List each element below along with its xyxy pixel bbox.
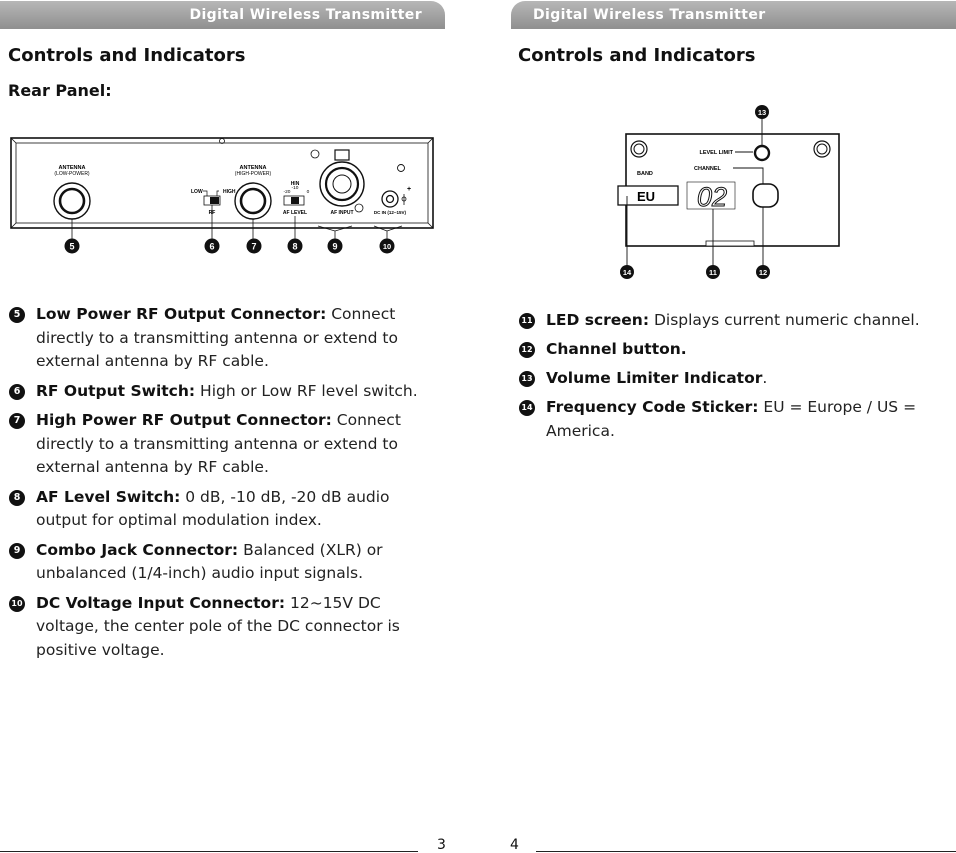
af-value-10: -10 (291, 186, 299, 191)
callout-13 (755, 105, 769, 119)
af-top-label: HIN (290, 181, 300, 187)
item-text: Displays current numeric channel. (649, 311, 920, 329)
list-item (8, 409, 426, 480)
led-value: 02 (696, 182, 728, 212)
left-items-list (8, 303, 426, 668)
item-title: LED screen: (546, 311, 650, 329)
channel-label: CHANNEL (694, 166, 721, 172)
antenna-high-label: ANTENNA (239, 165, 267, 171)
rear-panel-diagram (5, 128, 437, 258)
right-header-tab: Digital Wireless Transmitter (511, 1, 956, 29)
af-value-0: 0 (306, 190, 310, 195)
item-number-badge: 8 (9, 490, 25, 506)
af-value-20: -20 (283, 190, 291, 195)
svg-text:8: 8 (292, 241, 298, 252)
left-section-title: Controls and Indicators (8, 45, 246, 66)
item-text: Balanced (XLR) or unbalanced (1/4-inch) audio input signals. (36, 540, 383, 582)
item-title: Channel button. (546, 340, 687, 358)
list-item (518, 309, 926, 333)
item-title: Combo Jack Connector: (36, 540, 239, 559)
right-items-list (518, 309, 926, 449)
callout-6 (205, 239, 220, 254)
list-item (518, 396, 926, 443)
callout-10 (380, 239, 395, 254)
item-number-badge: 11 (519, 313, 535, 329)
item-text: High or Low RF level switch. (195, 381, 418, 400)
item-text: 12~15V DC voltage, the center pole of the DC connector is positive voltage. (36, 593, 400, 659)
af-input-label: AF INPUT (330, 210, 354, 216)
rf-high-label: HIGH (223, 189, 236, 195)
list-item (8, 303, 426, 374)
left-header-tab: Digital Wireless Transmitter (0, 1, 445, 29)
front-panel-diagram (593, 98, 843, 288)
rear-panel-subtitle: Rear Panel: (8, 81, 112, 100)
callout-14 (620, 265, 634, 279)
antenna-high-sub: (HIGH-POWER) (234, 171, 272, 177)
callout-9 (328, 239, 343, 254)
item-text: Connect directly to a transmitting antenna or extend to external antenna by RF cable. (36, 305, 398, 370)
item-title: AF Level Switch: (36, 487, 181, 506)
svg-text:9: 9 (332, 241, 338, 252)
item-title: RF Output Switch: (36, 381, 196, 400)
right-section-title: Controls and Indicators (518, 45, 756, 66)
list-item (8, 486, 426, 533)
channel-button (753, 184, 778, 207)
right-page (478, 0, 956, 852)
list-item (8, 592, 426, 663)
item-title: DC Voltage Input Connector: (36, 593, 286, 612)
svg-text:13: 13 (757, 108, 767, 117)
antenna-low-sub: (LOW-POWER) (54, 171, 90, 177)
left-page-number: 3 (437, 837, 446, 853)
rf-low-label: LOW (191, 189, 203, 195)
level-limit-indicator-icon (755, 146, 769, 160)
item-title: Volume Limiter Indicator (546, 369, 763, 387)
list-item (518, 367, 926, 391)
svg-text:7: 7 (251, 241, 257, 252)
item-title: High Power RF Output Connector: (36, 411, 332, 429)
item-text: 0 dB, -10 dB, -20 dB audio output for optimal modulation index. (36, 487, 390, 529)
callout-11 (706, 265, 720, 279)
callout-8 (288, 239, 303, 254)
item-number-badge: 13 (519, 371, 535, 387)
af-level-label: AF LEVEL (282, 210, 308, 216)
level-limit-label: LEVEL LIMIT (699, 150, 733, 156)
item-number-badge: 14 (519, 400, 535, 416)
right-page-number: 4 (510, 837, 519, 853)
svg-text:14: 14 (622, 268, 632, 277)
callout-12 (756, 265, 770, 279)
item-text: Connect directly to a transmitting antenna or extend to external antenna by RF cable. (36, 411, 401, 476)
svg-text:6: 6 (209, 241, 215, 252)
dc-plus: + (407, 186, 412, 193)
callout-7 (247, 239, 262, 254)
dc-in-label: DC IN (12~15V) (373, 210, 407, 215)
item-text: . (762, 369, 768, 387)
band-value: EU (636, 189, 656, 204)
item-title: Low Power RF Output Connector: (36, 305, 327, 323)
callout-5 (65, 239, 80, 254)
band-label: BAND (637, 171, 653, 177)
item-number-badge: 10 (9, 596, 25, 612)
item-number-badge: 7 (9, 413, 25, 429)
list-item (518, 338, 926, 362)
left-page (0, 0, 478, 852)
svg-text:10: 10 (382, 242, 392, 251)
list-item (8, 380, 426, 404)
item-title: Frequency Code Sticker: (546, 398, 759, 416)
item-number-badge: 12 (519, 342, 535, 358)
item-number-badge: 5 (9, 307, 25, 323)
rf-label: RF (208, 210, 216, 216)
svg-text:5: 5 (69, 241, 75, 252)
list-item (8, 539, 426, 586)
antenna-low-label: ANTENNA (58, 165, 86, 171)
item-number-badge: 6 (9, 384, 25, 400)
svg-text:11: 11 (709, 268, 717, 277)
item-text: EU = Europe / US = America. (546, 398, 917, 440)
svg-text:12: 12 (758, 268, 768, 277)
item-number-badge: 9 (9, 543, 25, 559)
